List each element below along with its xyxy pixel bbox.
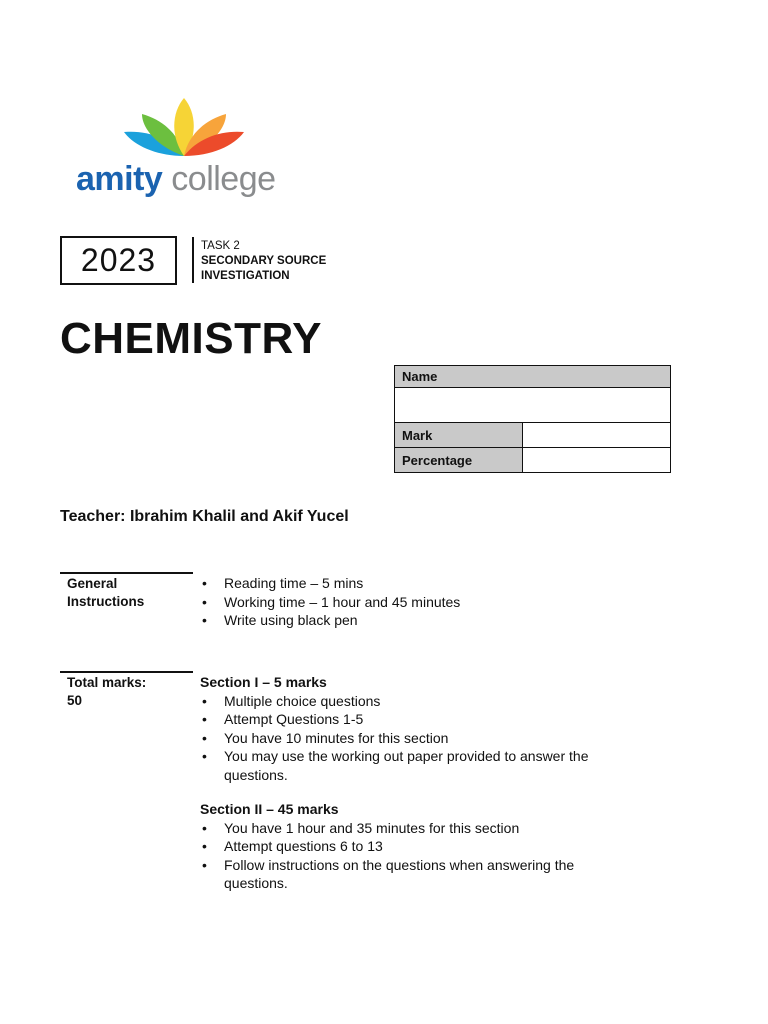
college-logo xyxy=(62,86,306,210)
task-number: TASK 2 xyxy=(201,240,240,252)
total-marks-value: 50 xyxy=(67,692,83,708)
year-box: 2023 xyxy=(60,236,177,285)
general-divider xyxy=(60,572,193,574)
task-divider xyxy=(192,237,194,283)
section2-heading: Section II – 45 marks xyxy=(200,801,339,817)
list-item: • Follow instructions on the questions when answering the questions. xyxy=(200,856,634,893)
subject-title: CHEMISTRY xyxy=(60,314,322,363)
marks-divider xyxy=(60,671,193,673)
mark-label: Mark xyxy=(395,423,523,448)
sections-block xyxy=(200,673,640,893)
total-marks-label xyxy=(67,674,146,709)
task-title-line2: INVESTIGATION xyxy=(201,270,290,282)
logo-wordmark: amity college xyxy=(76,160,276,198)
list-item: • You have 1 hour and 35 minutes for this section xyxy=(200,819,640,838)
percentage-label: Percentage xyxy=(395,448,523,473)
section1-heading: Section I – 5 marks xyxy=(200,674,327,690)
general-label-line2: Instructions xyxy=(67,593,145,609)
list-item: • You may use the working out paper provided to answer the questions. xyxy=(200,747,624,784)
total-marks-label-line1: Total marks: xyxy=(67,675,147,690)
general-instructions-label xyxy=(67,575,144,610)
flower-logo-icon xyxy=(62,86,306,164)
list-item: • You have 10 minutes for this section xyxy=(200,729,640,748)
list-item: • Multiple choice questions xyxy=(200,692,640,711)
general-label-line1: General xyxy=(67,576,118,591)
student-details-table xyxy=(394,365,671,473)
name-label: Name xyxy=(395,366,671,388)
teacher-line: Teacher: Ibrahim Khalil and Akif Yucel xyxy=(60,508,349,525)
list-item: • Attempt questions 6 to 13 xyxy=(200,837,640,856)
list-item: • Working time – 1 hour and 45 minutes xyxy=(200,593,640,612)
mark-field[interactable] xyxy=(523,423,671,448)
general-instructions-list xyxy=(200,574,640,630)
list-item: • Reading time – 5 mins xyxy=(200,574,640,593)
list-item: • Write using black pen xyxy=(200,611,640,630)
percentage-field[interactable] xyxy=(523,448,671,473)
name-field[interactable] xyxy=(395,388,671,423)
task-title-line1: SECONDARY SOURCE xyxy=(201,255,327,267)
list-item: • Attempt Questions 1-5 xyxy=(200,710,640,729)
task-info xyxy=(201,239,326,284)
